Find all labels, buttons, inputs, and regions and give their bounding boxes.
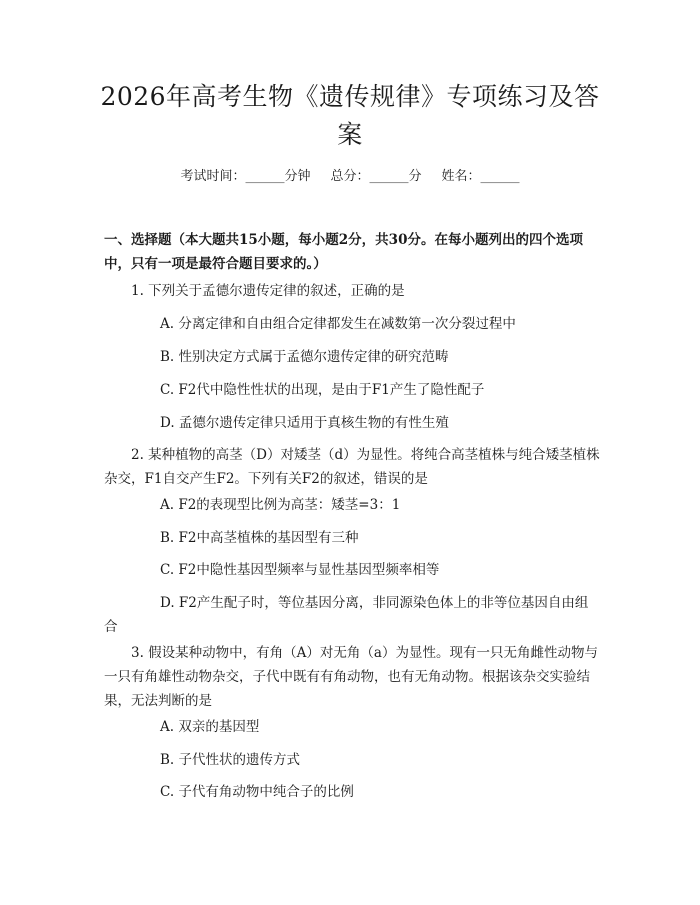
question-2-option-a: A. F2的表现型比例为高茎：矮茎=3：1 — [160, 497, 401, 513]
question-2-option-d: D. F2产生配子时，等位基因分离，非同源染色体上的非等位基因自由组合 — [104, 595, 589, 635]
question-2-stem: 2. 某种植物的高茎（D）对矮茎（d）为显性。将纯合高茎植株与纯合矮茎植株杂交，F1自交产生F2。下列有关F2的叙述，错误的是 — [104, 447, 600, 487]
question-1-option-b: B. 性别决定方式属于孟德尔遗传定律的研究范畴 — [160, 349, 449, 365]
question-2-option-c: C. F2中隐性基因型频率与显性基因型频率相等 — [160, 562, 440, 578]
question-1-option-c: C. F2代中隐性性状的出现，是由于F1产生了隐性配子 — [160, 382, 485, 398]
exam-info-line — [0, 167, 700, 187]
total-score-field: 总分：______分 — [330, 169, 422, 184]
student-name-field: 姓名：______ — [441, 169, 520, 184]
question-3-option-c: C. 子代有角动物中纯合子的比例 — [160, 784, 354, 800]
exam-time-field: 考试时间：______分钟 — [180, 169, 311, 184]
question-1-option-a: A. 分离定律和自由组合定律都发生在减数第一次分裂过程中 — [160, 316, 516, 332]
page-title: 2026年高考生物《遗传规律》专项练习及答案 — [100, 82, 600, 149]
question-3-option-a: A. 双亲的基因型 — [160, 719, 260, 735]
question-1-option-d: D. 孟德尔遗传定律只适用于真核生物的有性生殖 — [160, 415, 449, 431]
question-3-stem: 3. 假设某种动物中，有角（A）对无角（a）为显性。现有一只无角雌性动物与一只有角雄性动物杂交，子代中既有有角动物，也有无角动物。根据该杂交实验结果，无法判断的是 — [104, 645, 598, 709]
question-2-option-b: B. F2中高茎植株的基因型有三种 — [160, 530, 359, 546]
question-1-stem: 1. 下列关于孟德尔遗传定律的叙述，正确的是 — [131, 283, 405, 299]
question-3-option-b: B. 子代性状的遗传方式 — [160, 752, 301, 768]
section-heading: 一、选择题（本大题共15小题，每小题2分，共30分。在每小题列出的四个选项中，只有一项是最符合题目要求的。） — [104, 232, 583, 272]
